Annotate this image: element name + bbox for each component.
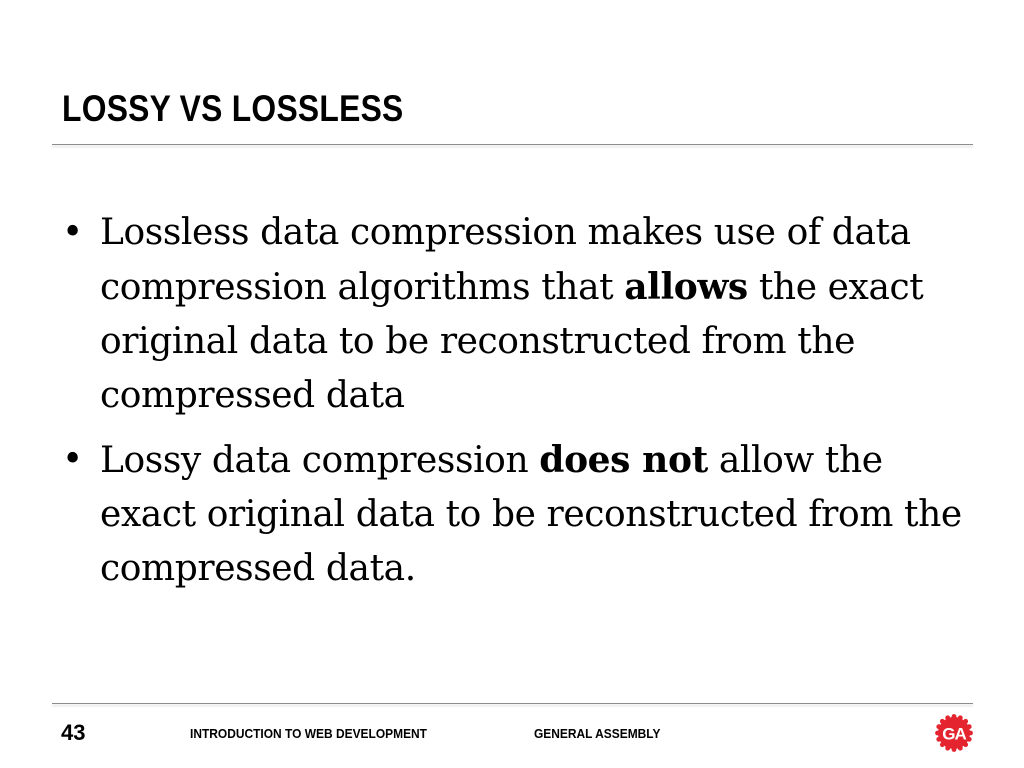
footer-divider (52, 703, 973, 704)
bullet-item-lossy (62, 433, 962, 596)
bullet-list (62, 206, 962, 606)
ga-logo-icon (935, 714, 973, 752)
bullet-emphasis: allows (624, 266, 748, 308)
bullet-emphasis: does not (539, 439, 708, 481)
course-name: INTRODUCTION TO WEB DEVELOPMENT (190, 726, 428, 741)
bullet-text-part: Lossless data compression makes use of data compression algorithms that (100, 212, 911, 308)
bullet-item-lossless (62, 206, 962, 423)
bullet-text (100, 212, 923, 416)
page-number: 43 (61, 720, 86, 745)
title-divider (52, 144, 973, 145)
organization-name: GENERAL ASSEMBLY (534, 726, 661, 741)
bullet-dot: • (62, 439, 84, 480)
svg-text:GA: GA (942, 724, 966, 744)
bullet-text-part: the exact original data to be reconstructed from the compressed data (100, 267, 924, 416)
slide-title: LOSSY VS LOSSLESS (62, 88, 404, 129)
bullet-text-part: allow the exact original data to be reconstructed from the compressed data. (100, 440, 962, 589)
bullet-text-part: Lossy data compression (100, 440, 540, 481)
bullet-text (100, 440, 962, 589)
bullet-dot: • (62, 212, 84, 253)
